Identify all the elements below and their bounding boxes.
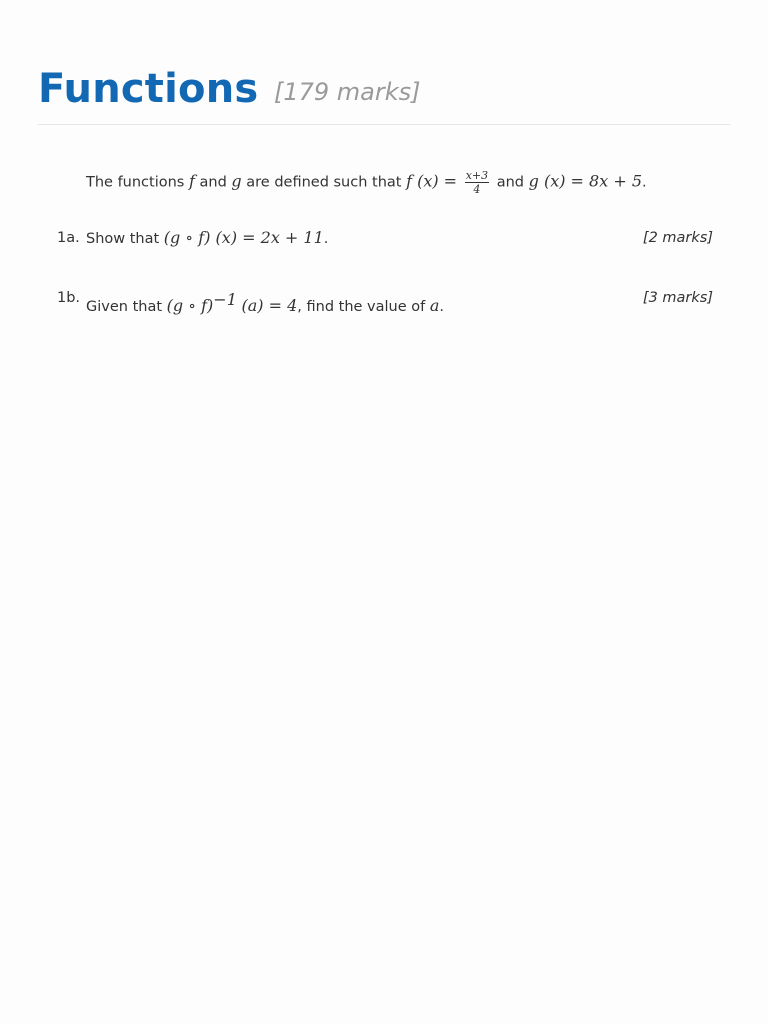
- intro-text-3: are defined such that: [246, 174, 402, 191]
- intro-period: .: [642, 174, 647, 191]
- inverse-superscript: −1: [213, 290, 237, 309]
- question-1b-marks: [3 marks]: [642, 290, 713, 306]
- page-title: Functions: [38, 66, 259, 112]
- question-number-1b: 1b.: [57, 290, 81, 306]
- f-definition-fraction: [465, 170, 489, 195]
- question-1b-text: [86, 290, 444, 315]
- question-1a-marks: [2 marks]: [642, 230, 713, 246]
- question-1b-math-b: (a) = 4: [241, 295, 298, 315]
- question-1a-math: (g ∘ f) (x) = 2x + 11: [163, 228, 324, 247]
- question-1a-suffix: .: [323, 231, 329, 247]
- question-1b-suffix: .: [439, 298, 444, 315]
- question-1b-mid: , find the value of: [297, 298, 426, 315]
- question-1b-variable: a: [429, 295, 440, 315]
- intro-text-2: and: [199, 174, 227, 191]
- fraction-numerator: x+3: [465, 169, 489, 182]
- question-1b-prefix: Given that: [86, 298, 163, 315]
- total-marks: [179 marks]: [274, 78, 421, 106]
- question-1b-math-a: (g ∘ f): [166, 295, 214, 315]
- function-g-symbol: g: [231, 171, 242, 191]
- page-header: [38, 62, 730, 125]
- fraction-denominator: 4: [473, 183, 481, 196]
- question-1a-prefix: Show that: [86, 231, 160, 247]
- question-1a-text: [86, 228, 328, 247]
- function-f-symbol: f: [188, 171, 195, 191]
- g-definition: g (x) = 8x + 5: [528, 171, 642, 191]
- intro-text-4: and: [496, 174, 525, 191]
- f-definition-lhs: f (x) =: [406, 171, 458, 191]
- question-number-1a: 1a.: [57, 230, 80, 246]
- intro-statement: [86, 170, 647, 195]
- intro-text-1: The functions: [86, 174, 185, 191]
